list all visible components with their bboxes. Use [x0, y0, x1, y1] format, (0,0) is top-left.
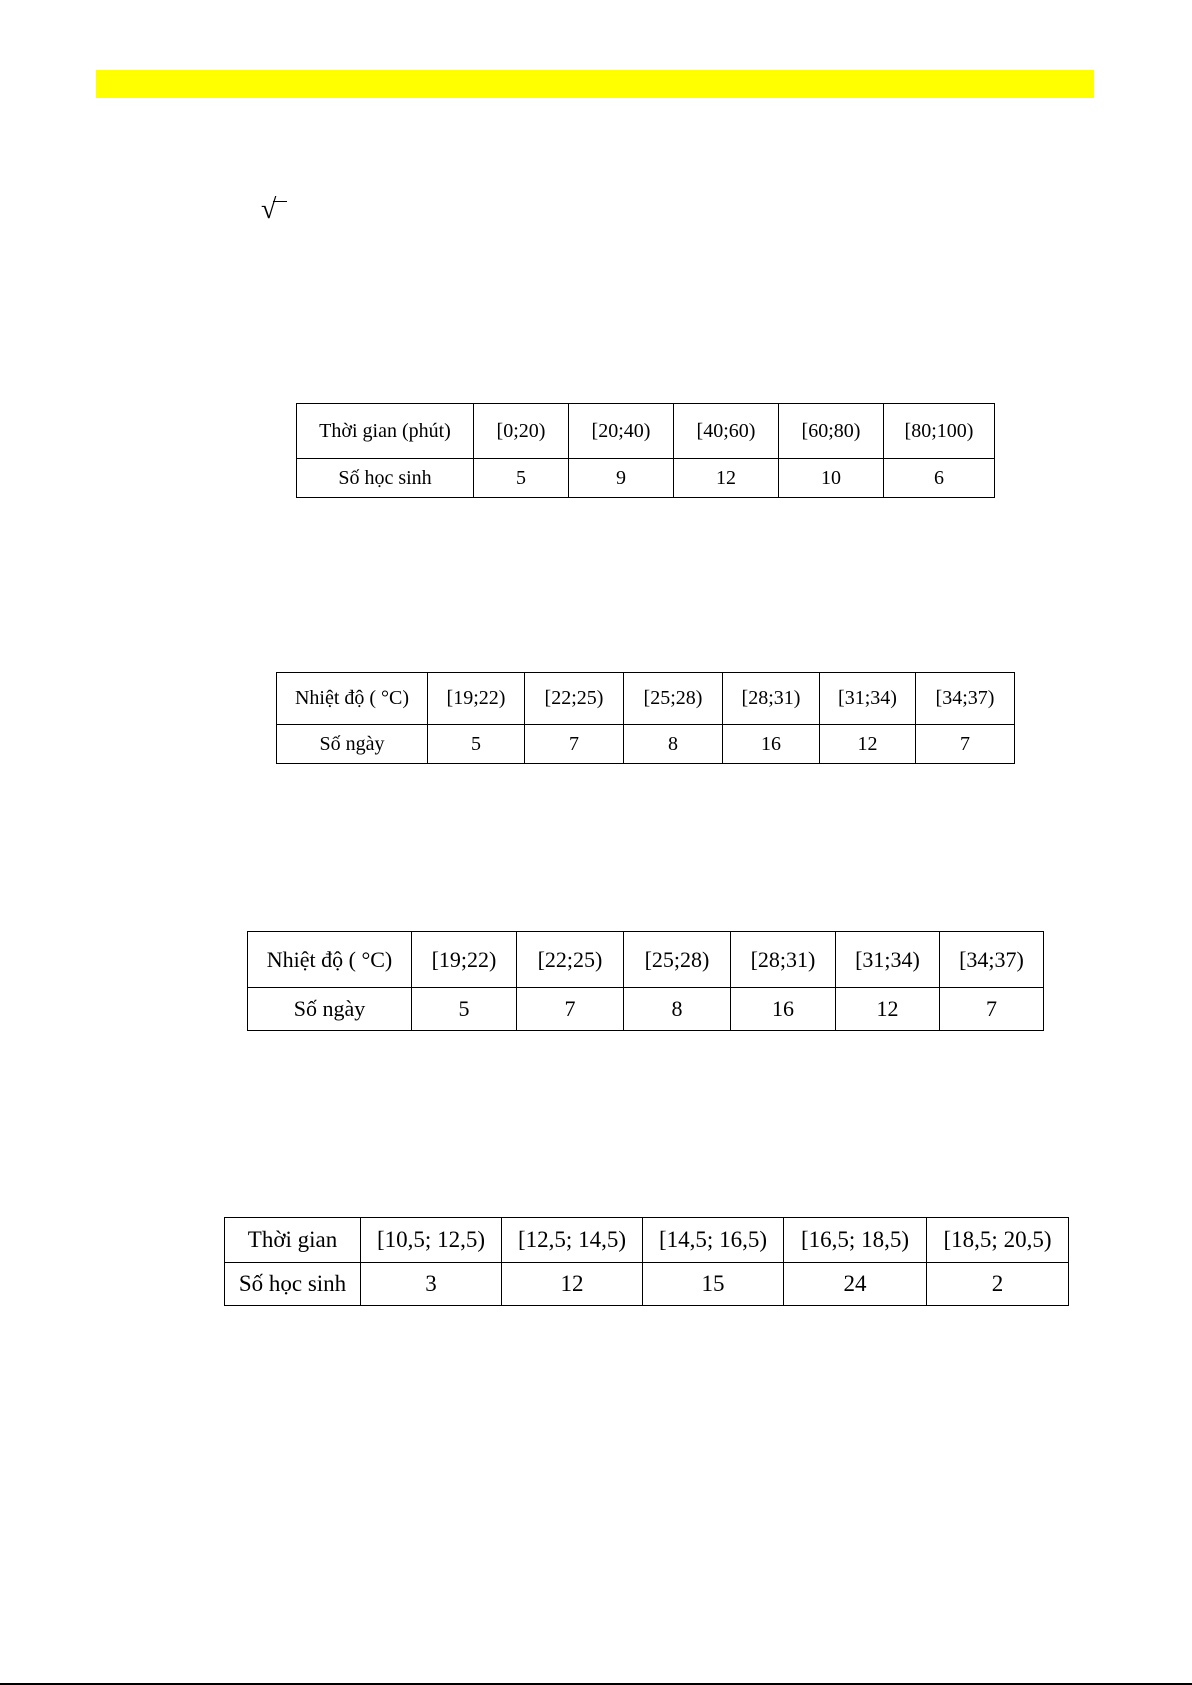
interval-cell: [34;37) — [940, 932, 1044, 988]
interval-cell: [19;22) — [412, 932, 517, 988]
row-header-label: Thời gian (phút) — [297, 404, 474, 459]
interval-cell: [28;31) — [731, 932, 836, 988]
count-cell: 15 — [643, 1263, 784, 1306]
count-cell: 12 — [674, 459, 779, 498]
count-cell: 3 — [361, 1263, 502, 1306]
count-cell: 5 — [474, 459, 569, 498]
interval-cell: [60;80) — [779, 404, 884, 459]
count-cell: 9 — [569, 459, 674, 498]
count-cell: 6 — [884, 459, 995, 498]
interval-cell: [14,5; 16,5) — [643, 1218, 784, 1263]
interval-cell: [12,5; 14,5) — [502, 1218, 643, 1263]
interval-cell: [34;37) — [916, 673, 1015, 725]
sqrt-icon: √ — [261, 196, 287, 224]
interval-cell: [0;20) — [474, 404, 569, 459]
interval-cell: [10,5; 12,5) — [361, 1218, 502, 1263]
count-cell: 16 — [731, 988, 836, 1031]
count-cell: 12 — [836, 988, 940, 1031]
table-row — [297, 404, 995, 459]
row-header-label: Số ngày — [277, 725, 428, 764]
row-header-label: Số học sinh — [297, 459, 474, 498]
interval-cell: [31;34) — [836, 932, 940, 988]
count-cell: 5 — [428, 725, 525, 764]
row-header-label: Số ngày — [248, 988, 412, 1031]
count-cell: 24 — [784, 1263, 927, 1306]
count-cell: 8 — [624, 988, 731, 1031]
frequency-table-temperature-large — [247, 931, 1044, 1031]
interval-cell: [22;25) — [517, 932, 624, 988]
count-cell: 8 — [624, 725, 723, 764]
interval-cell: [22;25) — [525, 673, 624, 725]
row-header-label: Nhiệt độ ( °C) — [277, 673, 428, 725]
count-cell: 10 — [779, 459, 884, 498]
header-highlight-bar — [96, 70, 1094, 98]
table-row — [248, 988, 1044, 1031]
interval-cell: [25;28) — [624, 932, 731, 988]
interval-cell: [31;34) — [820, 673, 916, 725]
table-row — [248, 932, 1044, 988]
count-cell: 12 — [502, 1263, 643, 1306]
interval-cell: [25;28) — [624, 673, 723, 725]
count-cell: 16 — [723, 725, 820, 764]
interval-cell: [80;100) — [884, 404, 995, 459]
interval-cell: [40;60) — [674, 404, 779, 459]
count-cell: 12 — [820, 725, 916, 764]
table-row — [225, 1218, 1069, 1263]
row-header-label: Số học sinh — [225, 1263, 361, 1306]
table-row — [277, 673, 1015, 725]
count-cell: 7 — [940, 988, 1044, 1031]
interval-cell: [16,5; 18,5) — [784, 1218, 927, 1263]
frequency-table-study-time — [296, 403, 995, 498]
row-header-label: Thời gian — [225, 1218, 361, 1263]
interval-cell: [19;22) — [428, 673, 525, 725]
frequency-table-temperature — [276, 672, 1015, 764]
count-cell: 7 — [916, 725, 1015, 764]
interval-cell: [28;31) — [723, 673, 820, 725]
row-header-label: Nhiệt độ ( °C) — [248, 932, 412, 988]
count-cell: 7 — [525, 725, 624, 764]
count-cell: 5 — [412, 988, 517, 1031]
count-cell: 2 — [927, 1263, 1069, 1306]
interval-cell: [18,5; 20,5) — [927, 1218, 1069, 1263]
table-row — [225, 1263, 1069, 1306]
frequency-table-time-students — [224, 1217, 1069, 1306]
table-row — [277, 725, 1015, 764]
count-cell: 7 — [517, 988, 624, 1031]
interval-cell: [20;40) — [569, 404, 674, 459]
table-row — [297, 459, 995, 498]
